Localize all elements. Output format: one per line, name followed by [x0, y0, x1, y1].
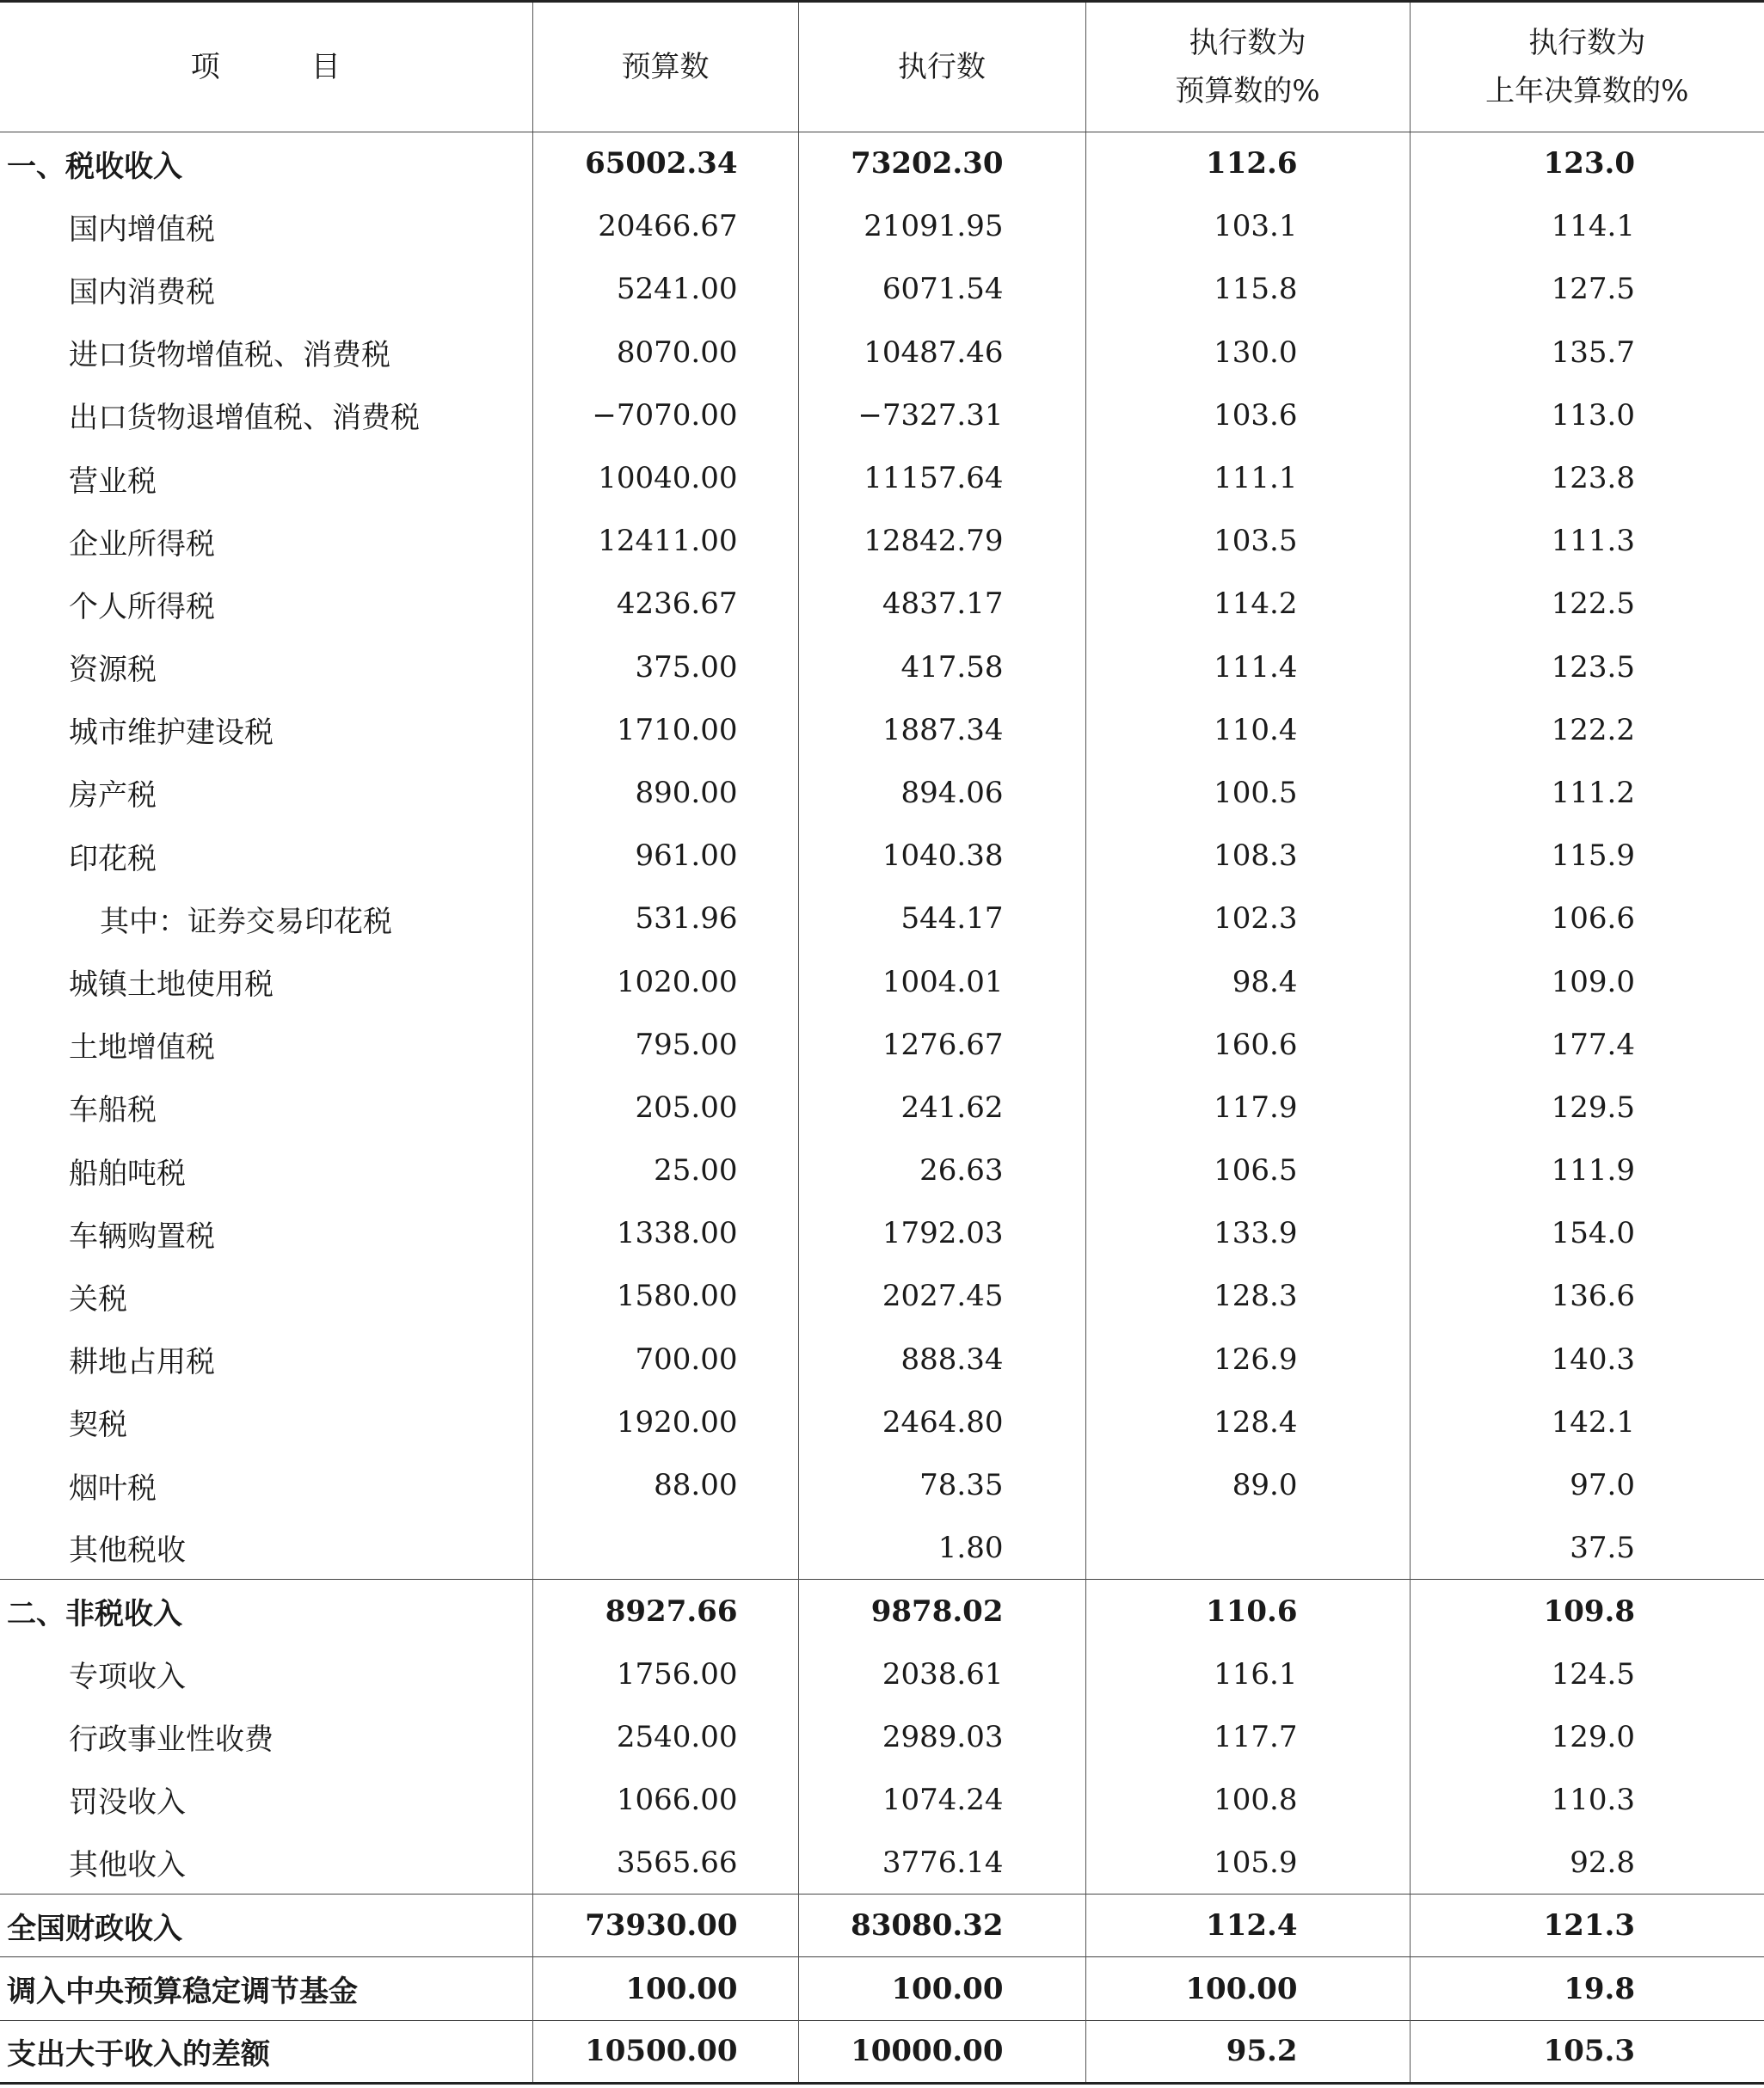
- row-pct-budget: 106.5: [1085, 1139, 1410, 1202]
- row-pct-last: 136.6: [1410, 1265, 1764, 1328]
- row-budget: 2540.00: [532, 1705, 798, 1768]
- row-pct-budget: 128.3: [1085, 1265, 1410, 1328]
- table-row: [0, 132, 1764, 195]
- row-pct-budget: 112.6: [1085, 132, 1410, 195]
- row-budget: 1580.00: [532, 1265, 798, 1328]
- row-item: 一、税收收入: [7, 149, 182, 184]
- row-exec: 888.34: [798, 1328, 1085, 1391]
- row-pct-budget: 100.00: [1085, 1957, 1410, 2020]
- row-pct-last: 122.5: [1410, 573, 1764, 636]
- row-pct-last: 124.5: [1410, 1643, 1764, 1705]
- row-pct-last: 127.5: [1410, 258, 1764, 321]
- row-item: 国内增值税: [69, 212, 215, 247]
- row-exec: 11157.64: [798, 446, 1085, 509]
- row-pct-last: 111.9: [1410, 1139, 1764, 1202]
- row-item: 行政事业性收费: [69, 1723, 274, 1758]
- row-pct-last: 115.9: [1410, 825, 1764, 887]
- table-row: [0, 1139, 1764, 1202]
- row-pct-last: 140.3: [1410, 1328, 1764, 1391]
- row-pct-budget: 117.9: [1085, 1076, 1410, 1139]
- row-budget: 3565.66: [532, 1832, 798, 1895]
- table-row: [0, 446, 1764, 509]
- row-budget: 1066.00: [532, 1768, 798, 1831]
- row-budget: 5241.00: [532, 258, 798, 321]
- row-item: 营业税: [69, 464, 157, 499]
- row-exec: 3776.14: [798, 1832, 1085, 1895]
- row-budget: 65002.34: [532, 132, 798, 195]
- row-exec: 100.00: [798, 1957, 1085, 2020]
- table-row: [0, 1832, 1764, 1895]
- row-pct-budget: 117.7: [1085, 1705, 1410, 1768]
- row-pct-last: 154.0: [1410, 1202, 1764, 1265]
- row-item: 其他收入: [69, 1848, 186, 1883]
- row-item: 罚没收入: [69, 1785, 186, 1821]
- row-pct-budget: 114.2: [1085, 573, 1410, 636]
- row-budget: 100.00: [532, 1957, 798, 2020]
- row-exec: 1792.03: [798, 1202, 1085, 1265]
- table-row: [0, 1517, 1764, 1580]
- table-row: [0, 1453, 1764, 1516]
- row-exec: 1074.24: [798, 1768, 1085, 1831]
- row-item: 印花税: [69, 841, 157, 876]
- row-budget: 8070.00: [532, 321, 798, 384]
- row-budget: 1756.00: [532, 1643, 798, 1705]
- row-pct-budget: 103.5: [1085, 510, 1410, 573]
- row-budget: −7070.00: [532, 384, 798, 446]
- row-pct-budget: 100.5: [1085, 761, 1410, 824]
- table-row: [0, 825, 1764, 887]
- row-pct-last: 106.6: [1410, 887, 1764, 950]
- row-budget: 795.00: [532, 1013, 798, 1076]
- table-row: [0, 195, 1764, 258]
- row-exec: 1004.01: [798, 950, 1085, 1013]
- row-pct-last: 110.3: [1410, 1768, 1764, 1831]
- table-header: [0, 2, 1764, 132]
- table-row: [0, 1643, 1764, 1705]
- row-exec: 78.35: [798, 1453, 1085, 1516]
- table-row: [0, 698, 1764, 761]
- row-pct-budget: 133.9: [1085, 1202, 1410, 1265]
- row-exec: 73202.30: [798, 132, 1085, 195]
- row-pct-last: 113.0: [1410, 384, 1764, 446]
- row-pct-budget: 126.9: [1085, 1328, 1410, 1391]
- row-pct-last: 109.0: [1410, 950, 1764, 1013]
- row-pct-budget: 160.6: [1085, 1013, 1410, 1076]
- row-exec: 241.62: [798, 1076, 1085, 1139]
- row-pct-budget: 110.6: [1085, 1580, 1410, 1643]
- row-budget: 1710.00: [532, 698, 798, 761]
- table-row: [0, 1768, 1764, 1831]
- header-pct-budget: 执行数为 预算数的%: [1085, 2, 1410, 132]
- row-pct-budget: 98.4: [1085, 950, 1410, 1013]
- row-pct-last: 123.0: [1410, 132, 1764, 195]
- row-pct-last: 37.5: [1410, 1517, 1764, 1580]
- row-budget: 4236.67: [532, 573, 798, 636]
- row-budget: 8927.66: [532, 1580, 798, 1643]
- row-pct-budget: 115.8: [1085, 258, 1410, 321]
- row-pct-budget: 89.0: [1085, 1453, 1410, 1516]
- row-exec: 12842.79: [798, 510, 1085, 573]
- row-item: 房产税: [69, 778, 157, 814]
- header-item: 项 目: [0, 2, 532, 132]
- table-row: [0, 761, 1764, 824]
- row-item: 调入中央预算稳定调节基金: [0, 1957, 532, 2020]
- row-budget: 205.00: [532, 1076, 798, 1139]
- row-exec: −7327.31: [798, 384, 1085, 446]
- row-budget: 890.00: [532, 761, 798, 824]
- row-pct-last: 129.0: [1410, 1705, 1764, 1768]
- row-exec: 21091.95: [798, 195, 1085, 258]
- row-item: 二、非税收入: [0, 1580, 532, 1643]
- row-exec: 83080.32: [798, 1895, 1085, 1957]
- row-pct-last: 97.0: [1410, 1453, 1764, 1516]
- row-exec: 9878.02: [798, 1580, 1085, 1643]
- row-pct-last: 123.5: [1410, 636, 1764, 698]
- table-row: [0, 2020, 1764, 2083]
- table-row: [0, 321, 1764, 384]
- row-budget: 73930.00: [532, 1895, 798, 1957]
- table-row: [0, 1705, 1764, 1768]
- table-row: [0, 887, 1764, 950]
- header-exec: 执行数: [798, 2, 1085, 132]
- table-row: [0, 573, 1764, 636]
- row-pct-budget: 128.4: [1085, 1391, 1410, 1453]
- row-pct-last: 111.2: [1410, 761, 1764, 824]
- table-row: [0, 1957, 1764, 2020]
- table-row: [0, 1265, 1764, 1328]
- row-budget: 25.00: [532, 1139, 798, 1202]
- row-item: 个人所得税: [69, 589, 215, 624]
- row-exec: 10000.00: [798, 2020, 1085, 2083]
- row-budget: 700.00: [532, 1328, 798, 1391]
- row-pct-budget: 108.3: [1085, 825, 1410, 887]
- table-row: [0, 258, 1764, 321]
- row-pct-last: 129.5: [1410, 1076, 1764, 1139]
- row-pct-last: 121.3: [1410, 1895, 1764, 1957]
- table-row: [0, 950, 1764, 1013]
- row-budget: [532, 1517, 798, 1580]
- row-item: 其他税收: [69, 1533, 186, 1569]
- row-item: 车辆购置税: [69, 1219, 215, 1254]
- row-budget: 10500.00: [532, 2020, 798, 2083]
- row-pct-budget: 130.0: [1085, 321, 1410, 384]
- row-pct-budget: 110.4: [1085, 698, 1410, 761]
- table-row: [0, 1391, 1764, 1453]
- row-exec: 4837.17: [798, 573, 1085, 636]
- row-budget: 1020.00: [532, 950, 798, 1013]
- row-budget: 12411.00: [532, 510, 798, 573]
- table-row: [0, 510, 1764, 573]
- row-pct-last: 92.8: [1410, 1832, 1764, 1895]
- row-pct-last: 177.4: [1410, 1013, 1764, 1076]
- row-item: 支出大于收入的差额: [0, 2020, 532, 2083]
- row-pct-last: 19.8: [1410, 1957, 1764, 2020]
- row-pct-budget: 95.2: [1085, 2020, 1410, 2083]
- row-item: 国内消费税: [69, 274, 215, 310]
- row-exec: 1887.34: [798, 698, 1085, 761]
- row-pct-budget: 102.3: [1085, 887, 1410, 950]
- row-budget: 1338.00: [532, 1202, 798, 1265]
- row-item: 耕地占用税: [69, 1345, 215, 1380]
- row-item: 城镇土地使用税: [69, 967, 274, 1003]
- table-row: [0, 1202, 1764, 1265]
- row-exec: 2027.45: [798, 1265, 1085, 1328]
- row-item: 进口货物增值税、消费税: [69, 338, 390, 373]
- row-exec: 26.63: [798, 1139, 1085, 1202]
- row-pct-last: 105.3: [1410, 2020, 1764, 2083]
- row-exec: 417.58: [798, 636, 1085, 698]
- row-pct-budget: 103.1: [1085, 195, 1410, 258]
- row-pct-budget: 111.1: [1085, 446, 1410, 509]
- row-pct-budget: [1085, 1517, 1410, 1580]
- row-pct-budget: 112.4: [1085, 1895, 1410, 1957]
- row-pct-budget: 103.6: [1085, 384, 1410, 446]
- row-exec: 544.17: [798, 887, 1085, 950]
- table-body: [0, 132, 1764, 2084]
- header-pct-last-year: 执行数为 上年决算数的%: [1410, 2, 1764, 132]
- table-row: [0, 1076, 1764, 1139]
- row-pct-last: 111.3: [1410, 510, 1764, 573]
- table-row: [0, 1580, 1764, 1643]
- row-item: 烟叶税: [69, 1471, 157, 1506]
- row-exec: 1.80: [798, 1517, 1085, 1580]
- table-row: [0, 1895, 1764, 1957]
- row-exec: 10487.46: [798, 321, 1085, 384]
- row-item: 土地增值税: [69, 1030, 215, 1065]
- row-exec: 2989.03: [798, 1705, 1085, 1768]
- row-item: 车船税: [69, 1093, 157, 1128]
- row-item: 船舶吨税: [69, 1156, 186, 1191]
- row-pct-last: 114.1: [1410, 195, 1764, 258]
- table-row: [0, 1328, 1764, 1391]
- table-row: [0, 384, 1764, 446]
- row-exec: 2464.80: [798, 1391, 1085, 1453]
- row-budget: 531.96: [532, 887, 798, 950]
- row-exec: 1276.67: [798, 1013, 1085, 1076]
- row-pct-budget: 111.4: [1085, 636, 1410, 698]
- row-pct-last: 109.8: [1410, 1580, 1764, 1643]
- row-budget: 88.00: [532, 1453, 798, 1516]
- row-budget: 375.00: [532, 636, 798, 698]
- row-exec: 2038.61: [798, 1643, 1085, 1705]
- row-pct-last: 122.2: [1410, 698, 1764, 761]
- row-item: 关税: [69, 1281, 127, 1317]
- row-exec: 6071.54: [798, 258, 1085, 321]
- row-item: 其中：证券交易印花税: [100, 904, 392, 939]
- row-budget: 961.00: [532, 825, 798, 887]
- row-item: 城市维护建设税: [69, 715, 274, 751]
- row-budget: 20466.67: [532, 195, 798, 258]
- row-pct-budget: 100.8: [1085, 1768, 1410, 1831]
- row-item: 企业所得税: [69, 526, 215, 562]
- row-item: 出口货物退增值税、消费税: [69, 401, 420, 436]
- row-pct-last: 123.8: [1410, 446, 1764, 509]
- table-row: [0, 1013, 1764, 1076]
- row-item: 专项收入: [69, 1660, 186, 1695]
- row-exec: 1040.38: [798, 825, 1085, 887]
- row-budget: 10040.00: [532, 446, 798, 509]
- row-pct-last: 142.1: [1410, 1391, 1764, 1453]
- row-budget: 1920.00: [532, 1391, 798, 1453]
- row-pct-budget: 116.1: [1085, 1643, 1410, 1705]
- row-item: 契税: [69, 1408, 127, 1443]
- row-exec: 894.06: [798, 761, 1085, 824]
- table-row: [0, 636, 1764, 698]
- header-budget: 预算数: [532, 2, 798, 132]
- row-item: 全国财政收入: [0, 1895, 532, 1957]
- row-pct-last: 135.7: [1410, 321, 1764, 384]
- row-pct-budget: 105.9: [1085, 1832, 1410, 1895]
- row-item: 资源税: [69, 653, 157, 688]
